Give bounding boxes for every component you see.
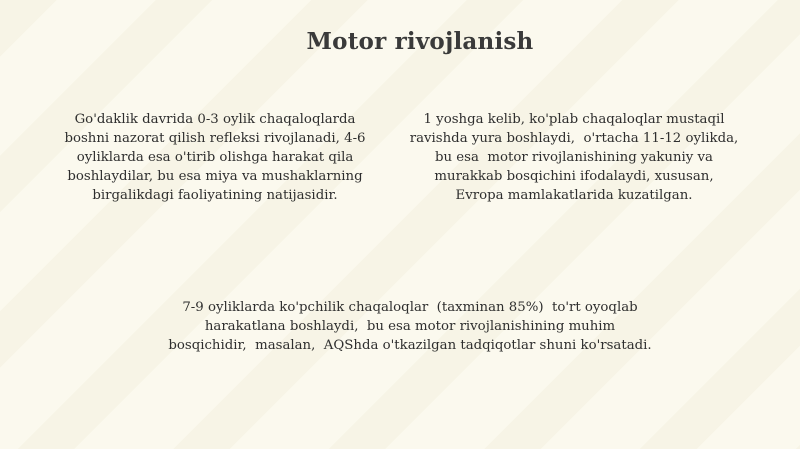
paragraph-bottom [110, 298, 710, 355]
paragraph-left-line: oyliklarda esa o'tirib olishga harakat qila [76, 150, 354, 165]
paragraph-right-line: bu esa motor rivojlanishining yakuniy va [435, 150, 713, 165]
paragraph-right-line: ravishda yura boshlaydi, o'rtacha 11-12 oylikda, [409, 131, 739, 146]
paragraph-right [398, 110, 750, 205]
paragraph-bottom-line: harakatlana boshlaydi, bu esa motor rivojlanishining muhim [204, 319, 616, 334]
paragraph-left-line: boshni nazorat qilish refleksi rivojlanadi, 4-6 [64, 131, 366, 146]
paragraph-left-line: boshlaydilar, bu esa miya va mushaklarning [67, 169, 363, 184]
paragraph-left-line: Go'daklik davrida 0-3 oylik chaqaloqlarda [74, 112, 356, 127]
paragraph-left-line: birgalikdagi faoliyatining natijasidir. [92, 188, 338, 203]
slide-title: Motor rivojlanish [306, 28, 534, 55]
paragraph-left [40, 110, 390, 205]
paragraph-right-line: 1 yoshga kelib, ko'plab chaqaloqlar mustaqil [423, 112, 725, 127]
paragraph-right-line: murakkab bosqichini ifodalaydi, xususan, [434, 169, 714, 184]
paragraph-bottom-line: 7-9 oyliklarda ko'pchilik chaqaloqlar (taxminan 85%) to'rt oyoqlab [182, 300, 638, 315]
paragraph-right-line: Evropa mamlakatlarida kuzatilgan. [455, 188, 693, 203]
paragraph-bottom-line: bosqichidir, masalan, AQShda o'tkazilgan tadqiqotlar shuni ko'rsatadi. [168, 338, 652, 353]
